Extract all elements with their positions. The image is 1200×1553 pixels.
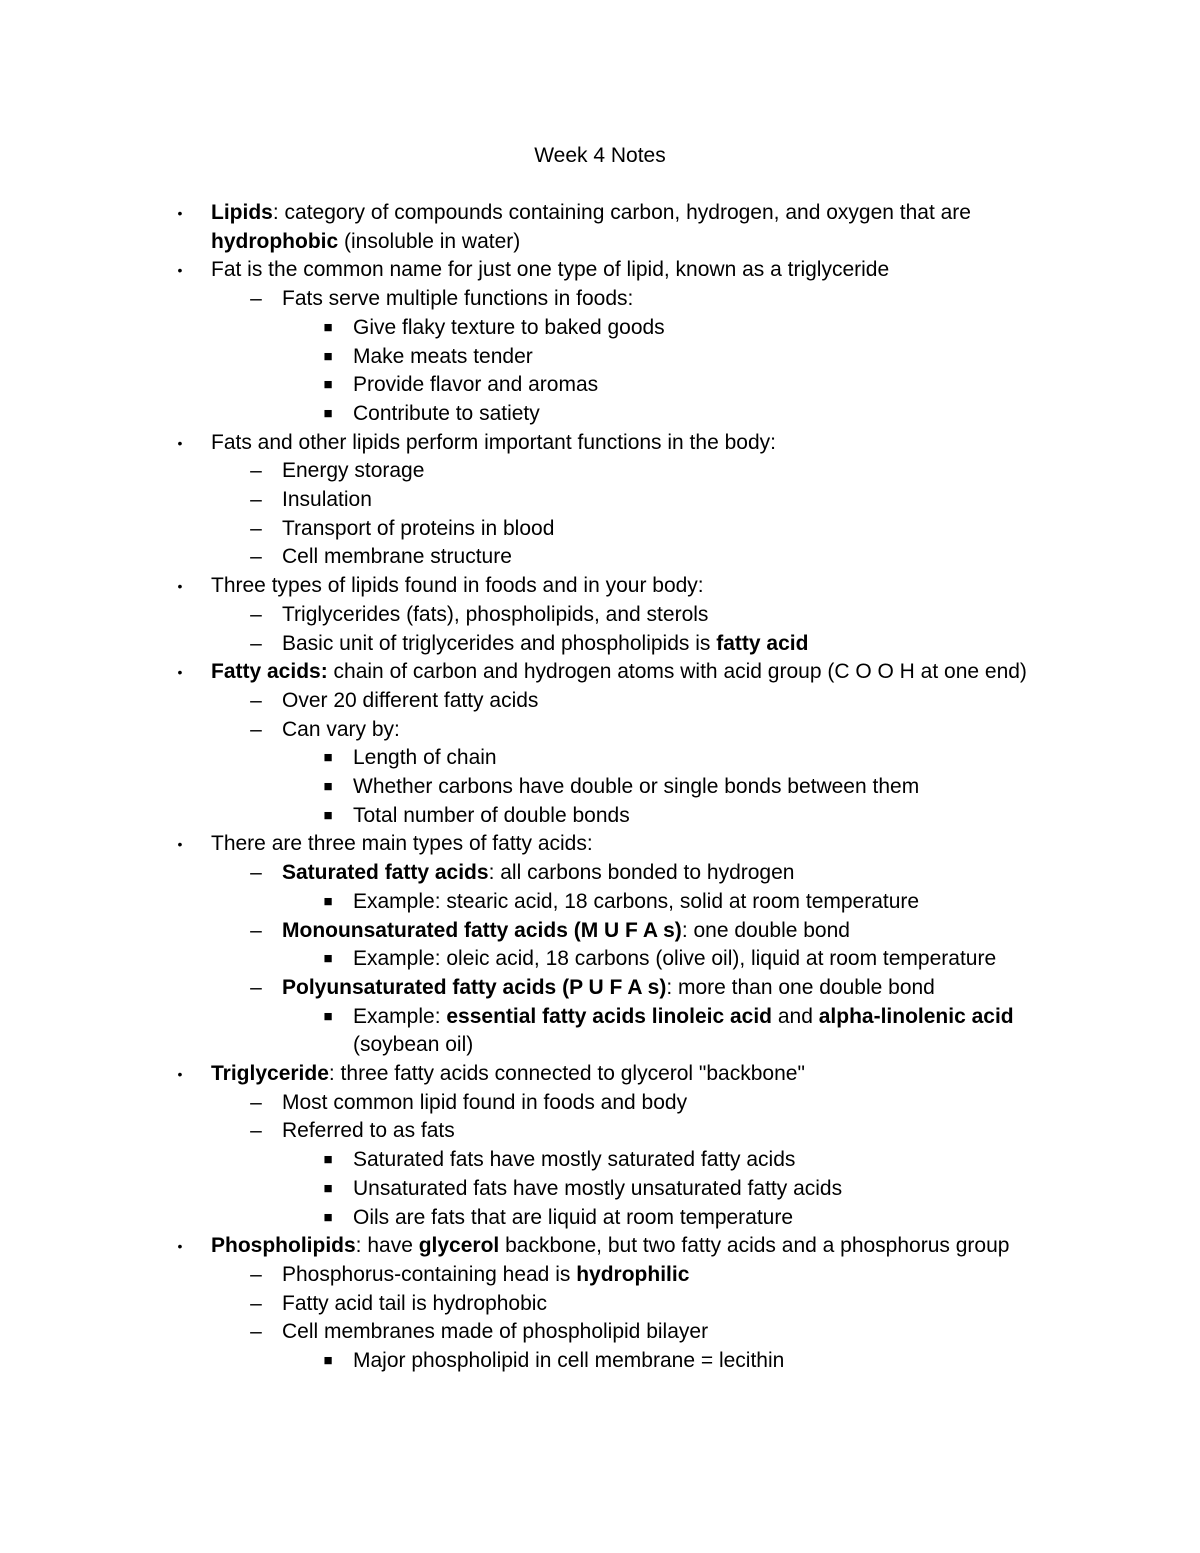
- line-text: [282, 601, 708, 629]
- line-text: [353, 744, 497, 772]
- line-text: [353, 1204, 793, 1232]
- line-text: [353, 1031, 473, 1059]
- line-text: [282, 917, 850, 945]
- line-text: [353, 802, 630, 830]
- text-segment: Insulation: [282, 488, 372, 511]
- bullet-icon: •: [177, 664, 183, 681]
- square-bullet-icon: ■: [323, 778, 333, 795]
- dash-bullet-icon: –: [250, 602, 262, 626]
- text-segment: Make meats tender: [353, 344, 533, 368]
- text-segment: Example: oleic acid, 18 carbons (olive oil), liquid at room temperature: [353, 947, 997, 971]
- line-text: [211, 429, 776, 457]
- text-segment: chain of carbon and hydrogen atoms with acid group (C O O H at one end): [327, 660, 1027, 684]
- line-text: [282, 859, 794, 887]
- bold-term: essential fatty acids linoleic acid: [446, 1004, 773, 1028]
- line-text: [282, 1318, 708, 1346]
- line-text: [282, 486, 372, 514]
- line-text: [282, 630, 808, 658]
- text-segment: Phosphorus-containing head is: [282, 1262, 577, 1286]
- text-segment: There are three main types of fatty acids:: [211, 832, 593, 856]
- text-segment: Total number of double bonds: [353, 803, 630, 827]
- page-title: Week 4 Notes: [534, 144, 666, 167]
- line-text: [353, 1003, 1014, 1031]
- bullet-icon: •: [177, 1238, 183, 1255]
- text-segment: Example:: [353, 1004, 447, 1028]
- square-bullet-icon: ■: [323, 749, 333, 767]
- bullet-icon: •: [177, 1066, 183, 1082]
- line-text: [282, 687, 538, 715]
- bold-term: hydrophobic: [211, 229, 339, 253]
- square-bullet-icon: ■: [323, 1352, 333, 1369]
- text-segment: : one double bond: [681, 918, 850, 942]
- line-text: [353, 945, 996, 973]
- text-segment: Saturated fats have mostly saturated fatty acids: [353, 1148, 796, 1172]
- line-text: [282, 285, 633, 313]
- text-segment: Energy storage: [282, 459, 425, 483]
- dash-bullet-icon: –: [250, 488, 262, 511]
- text-segment: : all carbons bonded to hydrogen: [488, 861, 795, 885]
- text-segment: : category of compounds containing carbon, hydrogen, and oxygen that are: [272, 201, 971, 224]
- line-text: [353, 1146, 795, 1174]
- text-segment: Provide flavor and aromas: [353, 373, 599, 397]
- bold-term: hydrophilic: [576, 1262, 690, 1286]
- bullet-icon: •: [177, 262, 183, 279]
- square-bullet-icon: ■: [323, 347, 333, 365]
- line-text: [353, 400, 540, 428]
- text-segment: Fats serve multiple functions in foods:: [282, 287, 634, 311]
- square-bullet-icon: ■: [323, 1208, 333, 1226]
- line-text: [282, 716, 400, 744]
- text-segment: Over 20 different fatty acids: [282, 688, 539, 712]
- square-bullet-icon: ■: [323, 1179, 333, 1197]
- text-segment: : more than one double bond: [666, 975, 935, 999]
- bold-term: Triglyceride: [211, 1062, 329, 1085]
- square-bullet-icon: ■: [323, 318, 333, 336]
- text-segment: Transport of proteins in blood: [282, 516, 555, 540]
- dash-bullet-icon: –: [250, 861, 262, 885]
- text-segment: Cell membrane structure: [282, 545, 512, 569]
- line-text: [211, 658, 1027, 686]
- text-segment: Fatty acid tail is hydrophobic: [282, 1291, 547, 1315]
- line-text: [282, 457, 424, 485]
- text-segment: Fats and other lipids perform important functions in the body:: [211, 430, 776, 454]
- line-text: [282, 1261, 689, 1289]
- square-bullet-icon: ■: [323, 404, 333, 422]
- line-text: [211, 199, 971, 227]
- text-segment: : three fatty acids connected to glycerol "backbone": [328, 1062, 805, 1085]
- bold-term: Polyunsaturated fatty acids (P U F A s): [282, 975, 667, 999]
- line-text: [211, 830, 593, 858]
- dash-bullet-icon: –: [250, 516, 262, 540]
- square-bullet-icon: ■: [323, 376, 333, 394]
- line-text: [211, 1060, 805, 1088]
- square-bullet-icon: ■: [323, 892, 333, 910]
- bullet-icon: •: [177, 434, 183, 451]
- text-segment: : have: [355, 1234, 419, 1258]
- dash-bullet-icon: –: [250, 688, 262, 712]
- line-text: [211, 228, 520, 256]
- text-segment: Fat is the common name for just one type of lipid, known as a triglyceride: [211, 258, 890, 282]
- text-segment: backbone, but two fatty acids and a phosphorus group: [499, 1234, 1010, 1258]
- text-segment: Major phospholipid in cell membrane = lecithin: [353, 1349, 785, 1372]
- line-text: [211, 572, 704, 600]
- text-segment: Triglycerides (fats), phospholipids, and sterols: [282, 602, 709, 626]
- dash-bullet-icon: –: [250, 1262, 262, 1286]
- line-text: [353, 371, 598, 399]
- dash-bullet-icon: –: [250, 287, 262, 311]
- text-segment: Oils are fats that are liquid at room temperature: [353, 1205, 794, 1229]
- square-bullet-icon: ■: [323, 950, 333, 968]
- dash-bullet-icon: –: [250, 545, 262, 569]
- square-bullet-icon: ■: [323, 1151, 333, 1169]
- text-segment: Give flaky texture to baked goods: [353, 315, 665, 339]
- text-segment: Most common lipid found in foods and body: [282, 1090, 688, 1114]
- line-text: [353, 343, 533, 371]
- text-segment: Referred to as fats: [282, 1119, 455, 1143]
- line-text: [353, 1347, 784, 1375]
- line-text: [211, 1232, 1009, 1260]
- line-text: [353, 1175, 842, 1203]
- text-segment: Cell membranes made of phospholipid bilayer: [282, 1320, 709, 1344]
- text-segment: and: [772, 1004, 819, 1028]
- text-segment: (insoluble in water): [338, 229, 521, 253]
- dash-bullet-icon: –: [250, 1090, 262, 1114]
- text-segment: (soybean oil): [353, 1033, 474, 1057]
- bold-term: Lipids: [211, 201, 273, 224]
- line-text: [282, 1117, 455, 1145]
- dash-bullet-icon: –: [250, 975, 262, 999]
- line-text: [211, 256, 889, 284]
- bold-term: Monounsaturated fatty acids (M U F A s): [282, 918, 682, 942]
- dash-bullet-icon: –: [250, 1119, 262, 1143]
- line-text: [282, 515, 554, 543]
- line-text: [282, 974, 935, 1002]
- text-segment: Can vary by:: [282, 717, 400, 741]
- bold-term: Saturated fatty acids: [282, 861, 489, 885]
- text-segment: Whether carbons have double or single bonds between them: [353, 775, 920, 798]
- text-segment: Basic unit of triglycerides and phospholipids is: [282, 631, 717, 655]
- square-bullet-icon: ■: [323, 1007, 333, 1025]
- dash-bullet-icon: –: [250, 459, 262, 483]
- square-bullet-icon: ■: [323, 806, 333, 824]
- text-segment: Three types of lipids found in foods and in your body:: [211, 574, 704, 598]
- line-text: [353, 314, 665, 342]
- dash-bullet-icon: –: [250, 918, 262, 942]
- dash-bullet-icon: –: [250, 1320, 262, 1344]
- bold-term: Phospholipids: [211, 1234, 356, 1258]
- dash-bullet-icon: –: [250, 631, 262, 655]
- line-text: [353, 773, 919, 801]
- text-segment: Example: stearic acid, 18 carbons, solid at room temperature: [353, 889, 920, 913]
- dash-bullet-icon: –: [250, 717, 262, 741]
- bold-term: alpha-linolenic acid: [818, 1004, 1014, 1028]
- bold-term: glycerol: [418, 1234, 500, 1258]
- line-text: [282, 543, 512, 571]
- line-text: [353, 888, 919, 916]
- bold-term: Fatty acids:: [211, 660, 328, 684]
- bullet-icon: •: [177, 205, 183, 221]
- text-segment: Length of chain: [353, 746, 497, 770]
- bullet-icon: •: [177, 578, 183, 595]
- bold-term: fatty acid: [716, 631, 809, 655]
- text-segment: Unsaturated fats have mostly unsaturated fatty acids: [353, 1176, 843, 1200]
- line-text: [282, 1290, 547, 1318]
- bullet-icon: •: [177, 836, 183, 853]
- text-segment: Contribute to satiety: [353, 401, 540, 425]
- line-text: [282, 1089, 687, 1117]
- dash-bullet-icon: –: [250, 1291, 262, 1315]
